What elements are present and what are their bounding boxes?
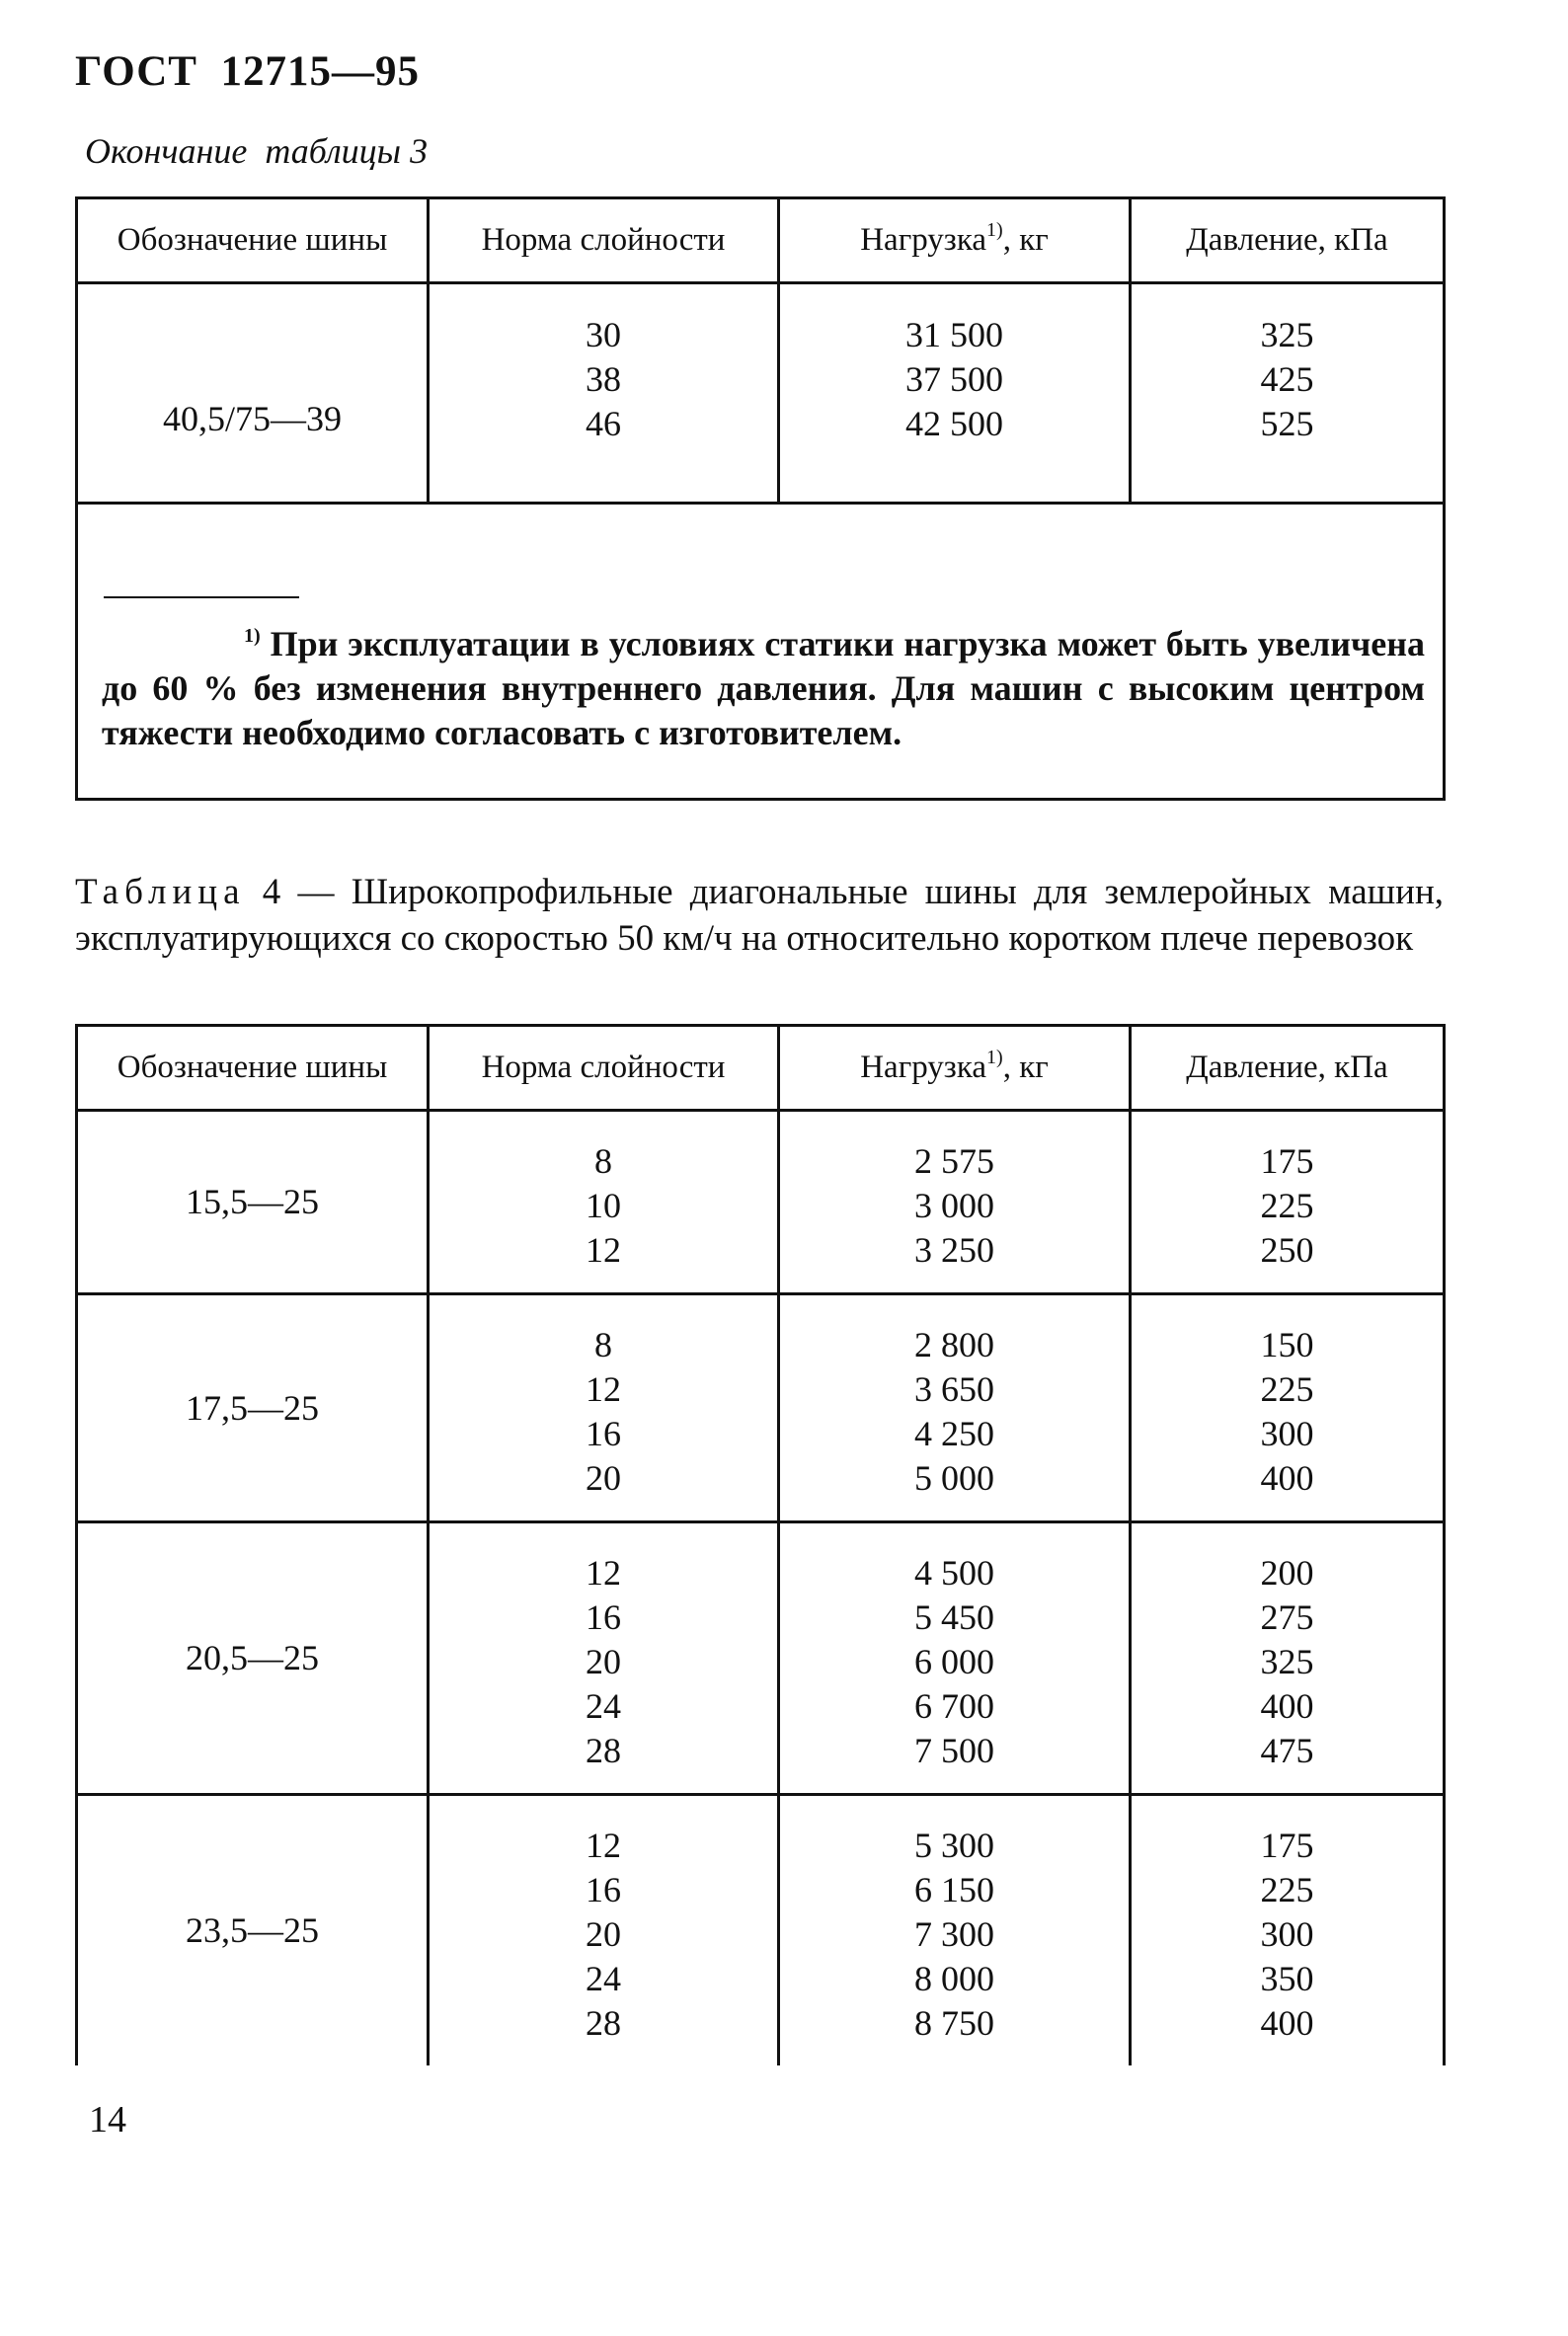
load-value: 6 150 xyxy=(914,1870,994,1909)
ply-rating: 12 xyxy=(586,1230,621,1270)
pressure-value: 425 xyxy=(1260,359,1314,399)
table-row xyxy=(77,1795,1445,2066)
load-value: 5 300 xyxy=(914,1826,994,1865)
pressure-value: 300 xyxy=(1260,1914,1314,1954)
ply-rating: 16 xyxy=(586,1414,621,1453)
ply-rating: 10 xyxy=(586,1186,621,1225)
ply-rating: 30 xyxy=(586,315,621,354)
table4-col-ply: Норма слойности xyxy=(429,1026,779,1111)
footnote-mark: 1) xyxy=(244,625,261,647)
pressure-value: 225 xyxy=(1260,1369,1314,1409)
ply-rating: 28 xyxy=(586,1731,621,1770)
tire-designation: 15,5—25 xyxy=(77,1111,429,1294)
load-value: 8 000 xyxy=(914,1959,994,1998)
pressure-value: 325 xyxy=(1260,315,1314,354)
table4-caption xyxy=(75,869,1444,962)
ply-rating: 8 xyxy=(594,1141,612,1181)
ply-rating: 16 xyxy=(586,1597,621,1637)
pressure-value-list xyxy=(1131,1522,1445,1795)
ply-rating: 20 xyxy=(586,1458,621,1498)
table4-col-pressure: Давление, кПа xyxy=(1131,1026,1445,1111)
col-load-label: Нагрузка xyxy=(860,1050,987,1085)
footnote-mark: 1) xyxy=(986,219,1003,241)
pressure-value: 325 xyxy=(1260,1642,1314,1681)
table3 xyxy=(75,196,1446,505)
load-value: 3 250 xyxy=(914,1230,994,1270)
ply-rating-list xyxy=(429,1522,779,1795)
table4-caption-text: — Широкопрофильные диагональные шины для землеройных машин, эксплуатирующихся со скоростью 50 км/ч на относительно коротком плече перевозок xyxy=(75,872,1445,959)
table4-caption-label: Таблица xyxy=(75,872,246,912)
pressure-value: 400 xyxy=(1260,2003,1314,2043)
pressure-list xyxy=(1131,283,1445,504)
ply-rating: 24 xyxy=(586,1686,621,1726)
ply-rating: 46 xyxy=(586,404,621,443)
tire-designation: 23,5—25 xyxy=(77,1795,429,2066)
table3-col-pressure: Давление, кПа xyxy=(1131,198,1445,283)
pressure-value-list xyxy=(1131,1111,1445,1294)
pressure-value: 275 xyxy=(1260,1597,1314,1637)
load-value: 5 450 xyxy=(914,1597,994,1637)
col-load-label: Нагрузка xyxy=(860,222,987,258)
pressure-value: 400 xyxy=(1260,1458,1314,1498)
table-row xyxy=(77,1111,1445,1294)
ply-rating-list xyxy=(429,1111,779,1294)
load-value: 2 800 xyxy=(914,1325,994,1364)
pressure-value: 200 xyxy=(1260,1553,1314,1593)
col-load-unit: , кг xyxy=(1002,1050,1049,1085)
load-value: 7 300 xyxy=(914,1914,994,1954)
col-load-unit: , кг xyxy=(1002,222,1049,258)
footnote-mark: 1) xyxy=(986,1047,1003,1068)
ply-rating: 20 xyxy=(586,1642,621,1681)
load-value: 6 000 xyxy=(914,1642,994,1681)
pressure-value: 150 xyxy=(1260,1325,1314,1364)
table3-col-load xyxy=(779,198,1131,283)
table3-col-tire: Обозначение шины xyxy=(77,198,429,283)
table4-col-tire: Обозначение шины xyxy=(77,1026,429,1111)
table4 xyxy=(75,1024,1446,2065)
pressure-value: 300 xyxy=(1260,1414,1314,1453)
ply-rating: 8 xyxy=(594,1325,612,1364)
ply-rating-list xyxy=(429,283,779,504)
pressure-value: 175 xyxy=(1260,1141,1314,1181)
ply-rating-list xyxy=(429,1294,779,1522)
pressure-value: 475 xyxy=(1260,1731,1314,1770)
table-row xyxy=(77,1294,1445,1522)
load-value: 4 250 xyxy=(914,1414,994,1453)
ply-rating: 12 xyxy=(586,1553,621,1593)
table3-continuation-title: Окончание таблицы 3 xyxy=(85,131,429,171)
pressure-value: 350 xyxy=(1260,1959,1314,1998)
ply-rating: 24 xyxy=(586,1959,621,1998)
pressure-value: 175 xyxy=(1260,1826,1314,1865)
pressure-value: 400 xyxy=(1260,1686,1314,1726)
table3-header-row xyxy=(77,198,1445,283)
footnote-text: При эксплуатации в условиях статики нагрузка может быть увеличена до 60 % без изменения внутреннего давления. Для машин с высоким центром тяжести необходимо согласовать с изготовителем. xyxy=(102,624,1425,752)
footnote-divider xyxy=(104,596,299,598)
table4-caption-number: 4 xyxy=(262,872,281,912)
pressure-value-list xyxy=(1131,1795,1445,2066)
load-value: 42 500 xyxy=(905,404,1003,443)
load-value-list xyxy=(779,1111,1131,1294)
table-row xyxy=(77,1522,1445,1795)
table4-col-load xyxy=(779,1026,1131,1111)
pressure-value: 525 xyxy=(1260,404,1314,443)
pressure-value-list xyxy=(1131,1294,1445,1522)
ply-rating: 20 xyxy=(586,1914,621,1954)
table-row xyxy=(77,283,1445,504)
load-value: 2 575 xyxy=(914,1141,994,1181)
table3-footnote-box xyxy=(75,494,1446,801)
ply-rating: 16 xyxy=(586,1870,621,1909)
ply-rating: 38 xyxy=(586,359,621,399)
pressure-value: 225 xyxy=(1260,1870,1314,1909)
load-value: 37 500 xyxy=(905,359,1003,399)
load-value-list xyxy=(779,1294,1131,1522)
load-value: 7 500 xyxy=(914,1731,994,1770)
load-value-list xyxy=(779,1522,1131,1795)
table3-col-ply: Норма слойности xyxy=(429,198,779,283)
load-value: 6 700 xyxy=(914,1686,994,1726)
document-code: ГОСТ 12715—95 xyxy=(75,48,420,95)
table3-footnote xyxy=(102,622,1425,755)
load-value: 3 650 xyxy=(914,1369,994,1409)
load-value: 8 750 xyxy=(914,2003,994,2043)
pressure-value: 250 xyxy=(1260,1230,1314,1270)
ply-rating: 12 xyxy=(586,1826,621,1865)
table4-header-row xyxy=(77,1026,1445,1111)
tire-designation: 40,5/75—39 xyxy=(77,283,429,504)
ply-rating-list xyxy=(429,1795,779,2066)
ply-rating: 12 xyxy=(586,1369,621,1409)
load-value: 31 500 xyxy=(905,315,1003,354)
load-value: 4 500 xyxy=(914,1553,994,1593)
page-number: 14 xyxy=(89,2099,126,2141)
load-value: 3 000 xyxy=(914,1186,994,1225)
load-list xyxy=(779,283,1131,504)
ply-rating: 28 xyxy=(586,2003,621,2043)
load-value: 5 000 xyxy=(914,1458,994,1498)
tire-designation: 17,5—25 xyxy=(77,1294,429,1522)
tire-designation: 20,5—25 xyxy=(77,1522,429,1795)
pressure-value: 225 xyxy=(1260,1186,1314,1225)
load-value-list xyxy=(779,1795,1131,2066)
